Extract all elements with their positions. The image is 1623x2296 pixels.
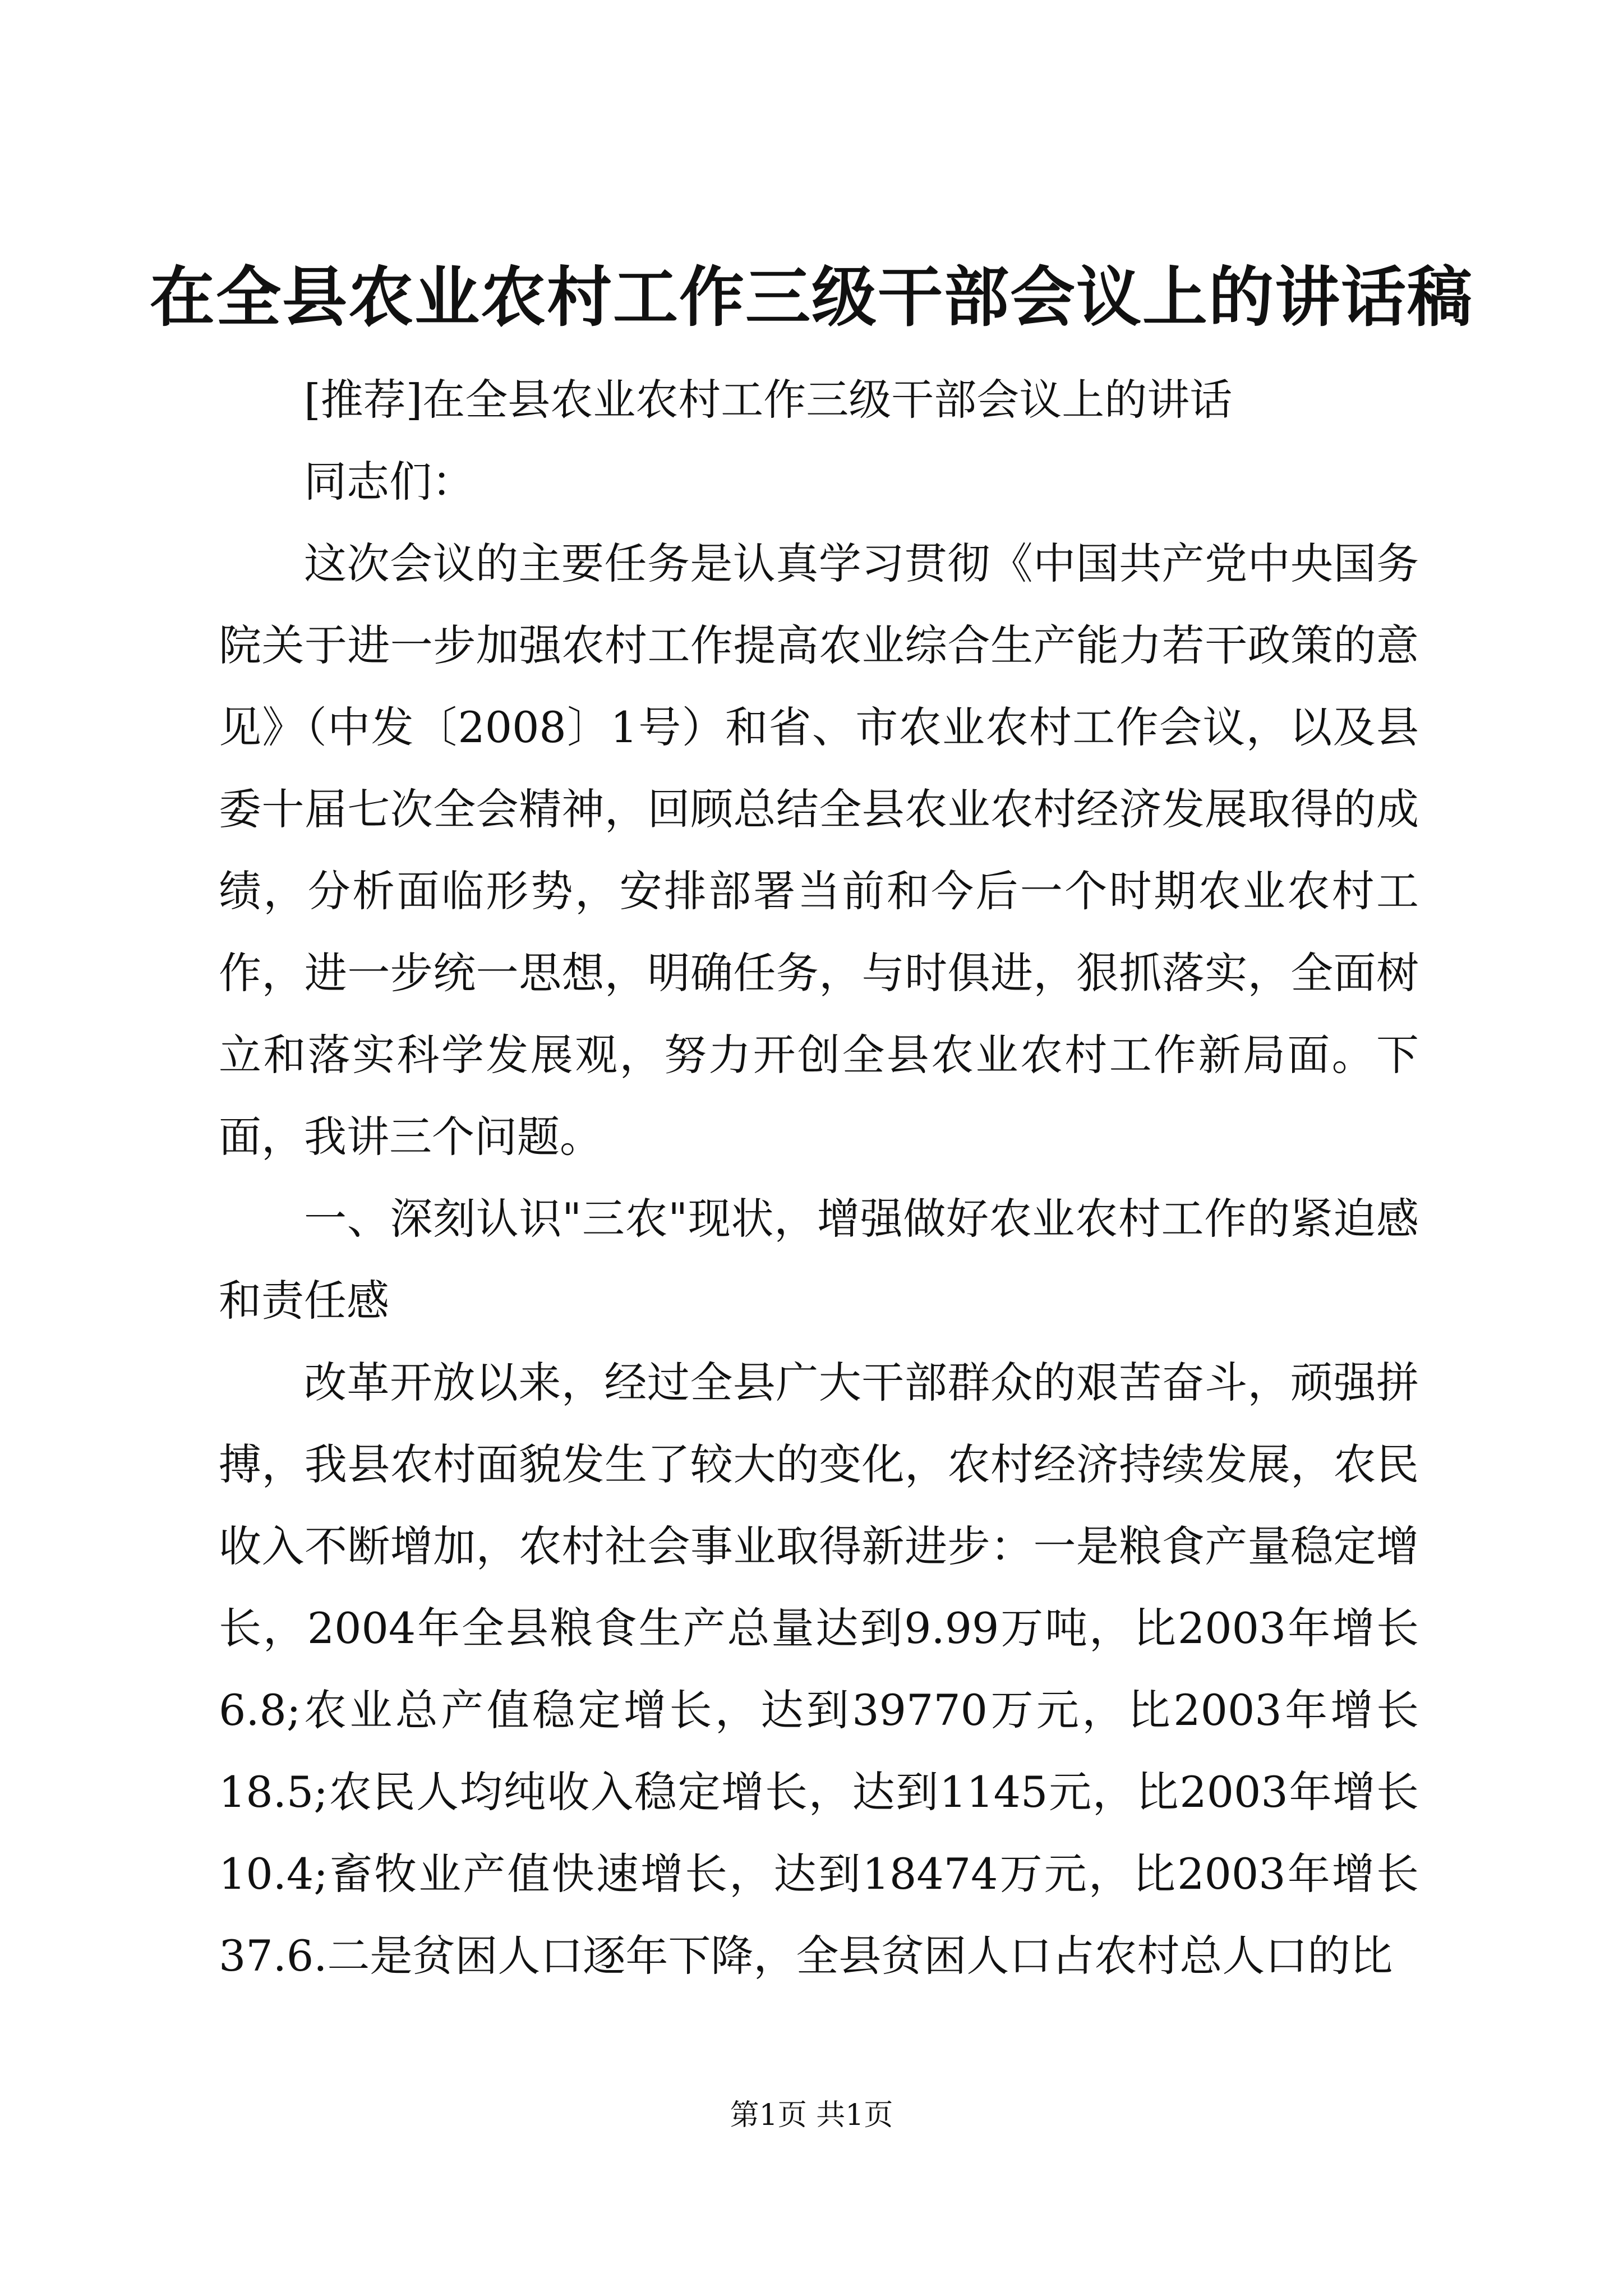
document-title: 在全县农业农村工作三级干部会议上的讲话稿 xyxy=(150,259,1473,335)
paragraph: 改革开放以来，经过全县广大干部群众的艰苦奋斗，顽强拼搏，我县农村面貌发生了较大的变化，农村经济持续发展，农民收入不断增加，农村社会事业取得新进步：一是粮食产量稳定增长，2004年全县粮食生产总量达到9.99万吨，比2003年增长6.8;农业总产值稳定增长，达到39770万元，比2003年增长18.5;农民人均纯收入稳定增长，达到1145元，比2003年增长10.4;畜牧业产值快速增长，达到18474万元，比2003年增长37.6.二是贫困人口逐年下降，全县贫困人口占农村总人口的比 xyxy=(219,1358,1419,1981)
section-heading: 一、深刻认识"三农"现状，增强做好农业农村工作的紧迫感和责任感 xyxy=(219,1194,1419,1326)
document-body xyxy=(219,359,1419,1997)
salutation: 同志们： xyxy=(304,457,474,507)
page-footer: 第1页 共1页 xyxy=(730,2099,893,2132)
subtitle-line: [推荐]在全县农业农村工作三级干部会议上的讲话 xyxy=(304,375,1233,425)
paragraph: 这次会议的主要任务是认真学习贯彻《中国共产党中央国务院关于进一步加强农村工作提高农业综合生产能力若干政策的意见》（中发〔2008〕1号）和省、市农业农村工作会议，以及县委十届七次全会精神，回顾总结全县农业农村经济发展取得的成绩，分析面临形势，安排部署当前和今后一个时期农业农村工作，进一步统一思想，明确任务，与时俱进，狠抓落实，全面树立和落实科学发展观，努力开创全县农业农村工作新局面。下面，我讲三个问题。 xyxy=(219,539,1419,1162)
